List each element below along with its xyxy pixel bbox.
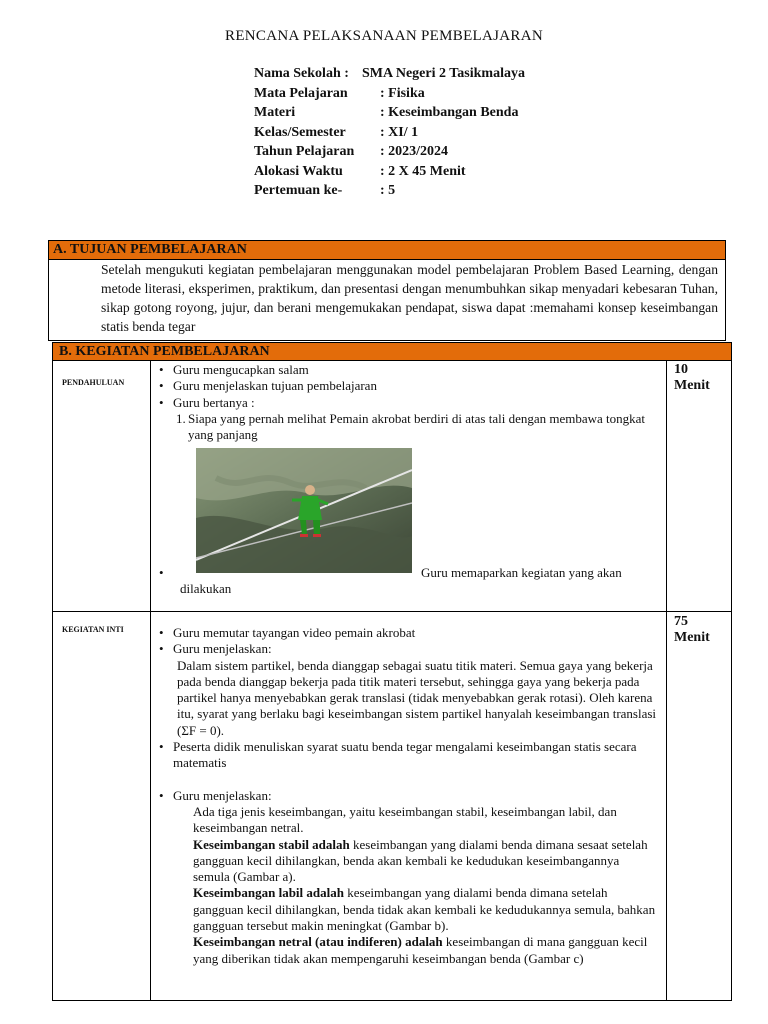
list-item <box>156 565 660 581</box>
term: Keseimbangan labil adalah <box>193 885 344 901</box>
objectives-text: Setelah mengukuti kegiatan pembelajaran menggunakan model pembelajaran Problem Based Learning, dengan metode literasi, eksperimen, praktikum, dan presentasi dengan menumbuhkan sikap menyadari kebesaran Tuhan, sikap gotong royong, jujur, dan berani mengemukakan pendapat, siswa dapat :memahami konsep keseimbangan statis benda tegar <box>101 262 718 334</box>
info-value: SMA Negeri 2 Tasikmalaya <box>362 66 525 81</box>
list-item: • Guru mengucapkan salam <box>156 362 660 378</box>
question-item <box>176 411 658 444</box>
list-item: • Guru menjelaskan tujuan pembelajaran <box>156 378 660 394</box>
definition: keseimbangan di mana gangguan kecil yang diberikan tidak akan mempengaruhi keseimbangan benda (Gambar c) <box>193 934 648 966</box>
term: Keseimbangan stabil adalah <box>193 836 350 852</box>
stable-equilibrium <box>193 837 658 886</box>
term: Keseimbangan netral (atau indiferen) adalah <box>193 934 443 950</box>
info-label: Kelas/Semester <box>254 124 346 140</box>
list-item-cont: dilakukan <box>180 581 232 597</box>
section-activities-heading: B. KEGIATAN PEMBELAJARAN <box>53 343 731 361</box>
pendahuluan-last <box>156 565 660 598</box>
info-row-time <box>254 164 525 184</box>
unstable-equilibrium <box>193 885 658 934</box>
info-label: Alokasi Waktu <box>254 163 343 179</box>
info-label: Pertemuan ke- <box>254 183 343 198</box>
section-objectives-heading: A. TUJUAN PEMBELAJARAN <box>49 241 725 260</box>
inti-content <box>156 625 660 967</box>
info-value: : 5 <box>380 183 396 198</box>
list-item-text: Peserta didik menuliskan syarat suatu benda tegar mengalami keseimbangan statis secara matematis <box>173 739 637 771</box>
section-activities <box>52 342 732 1001</box>
row-divider <box>53 611 731 612</box>
row-label-pendahuluan: PENDAHULUAN <box>62 378 125 387</box>
question-number: 1. <box>176 410 186 426</box>
info-value: : XI/ 1 <box>380 124 419 140</box>
info-label: Materi <box>254 105 296 120</box>
duration-pendahuluan: 10 Menit <box>674 362 710 393</box>
info-value: : 2 X 45 Menit <box>380 163 466 179</box>
info-value: : Keseimbangan Benda <box>380 105 519 120</box>
info-row-school <box>254 66 525 86</box>
explanation-paragraph: Dalam sistem partikel, benda dianggap sebagai suatu titik materi. Semua gaya yang bekerja pada benda dianggap bekerja pada titik materi tersebut, sehingga gaya yang bekerja pada partikel hanya menyebabkan gerak translasi (tidak menyebabkan gerak rotasi). Oleh karena itu, syarat yang berlaku bagi keseimbangan sistem partikel hanyalah keseimbangan translasi (ΣF = 0). <box>177 657 657 738</box>
equilibrium-intro: Ada tiga jenis keseimbangan, yaitu keseimbangan stabil, keseimbangan labil, dan keseimbangan netral. <box>193 803 617 836</box>
info-value: : 2023/2024 <box>380 144 449 159</box>
column-divider <box>150 360 151 1000</box>
info-row-subject <box>254 86 525 106</box>
list-item: • Guru bertanya : <box>156 395 660 411</box>
info-row-material <box>254 105 525 125</box>
duration-inti: 75 Menit <box>674 614 710 645</box>
spacer <box>156 772 660 788</box>
list-item: • Guru memutar tayangan video pemain akrobat <box>156 625 660 641</box>
identity-block <box>254 66 525 203</box>
info-label: Nama Sekolah : <box>254 66 349 81</box>
info-row-meeting <box>254 183 525 203</box>
column-divider <box>666 360 667 1000</box>
section-objectives <box>48 240 726 341</box>
question-text: Siapa yang pernah melihat Pemain akrobat berdiri di atas tali dengan membawa tongkat yang panjang <box>188 410 646 443</box>
acrobat-photo <box>196 448 412 573</box>
equilibrium-explanations <box>156 804 660 967</box>
info-row-class <box>254 125 525 145</box>
neutral-equilibrium <box>193 934 658 967</box>
definition: keseimbangan yang dialami benda dimana setelah gangguan kecil dihilangkan, benda tidak akan kembali ke kedudukannya semula, bahkan gangguan tersebut makin meningkat (Gambar b). <box>193 885 656 934</box>
info-label: Mata Pelajaran <box>254 85 348 101</box>
list-item: • Guru menjelaskan: <box>156 788 660 804</box>
list-item: • Guru menjelaskan: <box>156 641 660 657</box>
document-title: RENCANA PELAKSANAAN PEMBELAJARAN <box>225 28 543 44</box>
info-label: Tahun Pelajaran <box>254 144 355 159</box>
list-item-text: Guru memaparkan kegiatan yang akan <box>421 565 622 580</box>
list-item <box>156 739 660 772</box>
definition: keseimbangan yang dialami benda dimana sesaat setelah gangguan kecil dihilangkan, benda akan kembali ke kedudukan keseimbangannya semula (Gambar a). <box>193 836 648 885</box>
info-value: : Fisika <box>380 85 425 101</box>
info-row-year <box>254 144 525 164</box>
row-label-inti: KEGIATAN INTI <box>62 625 124 634</box>
pendahuluan-content <box>156 362 660 443</box>
acrobat-photo-image <box>196 448 412 573</box>
